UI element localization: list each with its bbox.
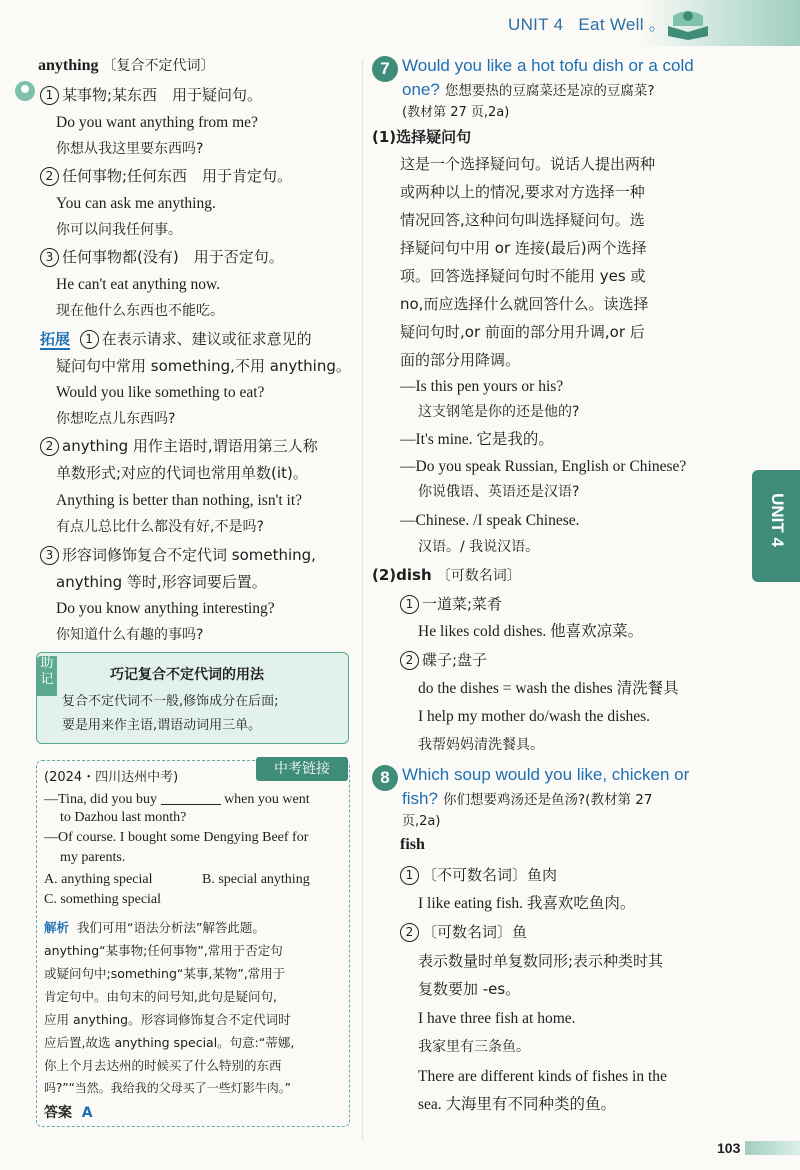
footer-band xyxy=(745,1141,800,1155)
option-b: B. special anything xyxy=(202,872,310,887)
mnemonic-tag: 助记 xyxy=(37,656,57,696)
item-8-question-line-2: fish? 你们想要鸡汤还是鱼汤?(教材第 27 xyxy=(402,789,653,808)
running-header xyxy=(508,10,666,35)
extension-3: 3 形容词修饰复合不定代词 something, xyxy=(40,545,316,565)
analysis-line-1: 解析 我们可用“语法分析法”解答此题。 xyxy=(44,920,265,935)
answer-blank xyxy=(161,790,221,805)
option-c: C. something special xyxy=(44,892,162,907)
exam-question-line-4: my parents. xyxy=(60,850,126,865)
fish-sense-2-line-2: 复数要加 -es。 xyxy=(418,980,521,998)
exam-question-line-1: —Tina, did you buy when you went xyxy=(44,792,310,807)
fish-example-2-line-2: sea. 大海里有不同种类的鱼。 xyxy=(418,1096,617,1113)
exam-question-line-2: to Dazhou last month? xyxy=(60,810,187,825)
dialogue-4-translation: 汉语。/ 我说汉语。 xyxy=(418,539,540,555)
fish-sense-2-line-1: 表示数量时单复数同形;表示种类时其 xyxy=(418,952,664,970)
analysis-line-6: 应后置,故选 anything special。句意:“蒂娜, xyxy=(44,1035,295,1050)
dialogue-3: —Do you speak Russian, English or Chinese? xyxy=(400,458,687,475)
mnemonic-line-2: 要是用来作主语,谓语动词用三单。 xyxy=(62,718,262,733)
book-logo-icon xyxy=(665,6,711,40)
term-heading xyxy=(38,55,214,75)
sense-2-example: You can ask me anything. xyxy=(56,195,216,212)
dish-sense-2-phrase: do the dishes = wash the dishes 清洗餐具 xyxy=(418,680,679,697)
part-1-line-4: 择疑问句中用 or 连接(最后)两个选择 xyxy=(400,239,647,257)
mnemonic-title: 巧记复合不定代词的用法 xyxy=(110,667,264,683)
part-1-line-3: 情况回答,这种问句叫选择疑问句。选 xyxy=(400,211,645,229)
answer: 答案 A xyxy=(44,1105,93,1121)
sense-2: 2 任何事物;任何东西 用于肯定句。 xyxy=(40,166,292,186)
extension-1: 拓展 1 在表示请求、建议或征求意见的 xyxy=(40,330,312,348)
sense-3: 3 任何事物都(没有) 用于否定句。 xyxy=(40,247,284,267)
unit-side-tab xyxy=(752,470,800,582)
item-7-question: Would you like a hot tofu dish or a cold xyxy=(402,56,694,75)
item-8-badge: 8 xyxy=(372,765,398,791)
dish-sense-2-translation: 我帮妈妈清洗餐具。 xyxy=(418,737,544,753)
extension-1-translation: 你想吃点儿东西吗? xyxy=(56,411,176,427)
analysis-line-8: 吗?”“当然。我给我的父母买了一些灯影牛肉。” xyxy=(44,1081,292,1095)
sense-3-example: He can't eat anything now. xyxy=(56,276,221,293)
dish-sense-1: 1 一道菜;菜肴 xyxy=(400,594,502,614)
analysis-line-7: 你上个月去达州的时候买了什么特别的东西 xyxy=(44,1058,282,1073)
dish-sense-2-example: I help my mother do/wash the dishes. xyxy=(418,708,651,725)
column-divider xyxy=(362,60,363,1140)
sense-1-example: Do you want anything from me? xyxy=(56,114,258,131)
lightbulb-icon xyxy=(14,80,36,102)
side-tab-label: UNIT 4 xyxy=(768,493,787,547)
extension-label: 拓展 xyxy=(40,330,71,348)
exam-source: (2024・四川达州中考) xyxy=(44,770,179,785)
extension-3-line2: anything 等时,形容词要后置。 xyxy=(56,573,267,591)
dialogue-3-translation: 你说俄语、英语还是汉语? xyxy=(418,484,580,500)
extension-2-example: Anything is better than nothing, isn't it? xyxy=(56,492,303,509)
dialogue-1: —Is this pen yours or his? xyxy=(400,378,564,395)
item-8-reference: 页,2a) xyxy=(402,814,441,829)
answer-value: A xyxy=(81,1105,93,1121)
header-dot: 。 xyxy=(648,15,667,34)
dialogue-4: —Chinese. /I speak Chinese. xyxy=(400,512,580,529)
extension-1-line2: 疑问句中常用 something,不用 anything。 xyxy=(56,357,351,375)
sense-1-translation: 你想从我这里要东西吗? xyxy=(56,141,204,157)
extension-2-line2: 单数形式;对应的代词也常用单数(it)。 xyxy=(56,464,308,482)
option-a: A. anything special xyxy=(44,872,153,887)
part-1-line-5: 项。回答选择疑问句时不能用 yes 或 xyxy=(400,267,646,285)
fish-sense-2: 2 〔可数名词〕鱼 xyxy=(400,922,527,942)
term-pos: 〔复合不定代词〕 xyxy=(102,58,215,74)
fish-sense-1: 1 〔不可数名词〕鱼肉 xyxy=(400,865,557,885)
fish-example-2: There are different kinds of fishes in the xyxy=(418,1068,667,1085)
extension-1-example: Would you like something to eat? xyxy=(56,384,265,401)
fish-heading: fish xyxy=(400,836,425,853)
item-8-question: Which soup would you like, chicken or xyxy=(402,765,690,784)
part-1-heading: (1)选择疑问句 xyxy=(372,128,472,146)
part-2-heading: (2)dish 〔可数名词〕 xyxy=(372,566,521,584)
dialogue-2: —It's mine. 它是我的。 xyxy=(400,431,554,448)
mnemonic-line-1: 复合不定代词不一般,修饰成分在后面; xyxy=(62,694,279,709)
extension-3-translation: 你知道什么有趣的事吗? xyxy=(56,627,204,643)
item-7-badge: 7 xyxy=(372,56,398,82)
term-word: anything xyxy=(38,57,99,74)
sense-3-translation: 现在他什么东西也不能吃。 xyxy=(56,303,224,319)
part-1-line-1: 这是一个选择疑问句。说话人提出两种 xyxy=(400,155,656,173)
exam-link-tag: 中考链接 xyxy=(256,757,348,781)
part-1-line-2: 或两种以上的情况,要求对方选择一种 xyxy=(400,183,645,201)
unit-title: Eat Well xyxy=(578,15,644,34)
item-7-reference: (教材第 27 页,2a) xyxy=(402,105,510,120)
dialogue-1-translation: 这支钢笔是你的还是他的? xyxy=(418,404,580,420)
item-7-question-line-2: one? 您想要热的豆腐菜还是凉的豆腐菜? xyxy=(402,80,655,99)
page-number: 103 xyxy=(717,1140,741,1156)
dish-sense-2: 2 碟子;盘子 xyxy=(400,650,487,670)
extension-2-translation: 有点儿总比什么都没有好,不是吗? xyxy=(56,519,264,535)
part-1-line-6: no,而应选择什么就回答什么。读选择 xyxy=(400,295,649,313)
analysis-line-3: 或疑问句中;something“某事,某物”,常用于 xyxy=(44,966,286,981)
fish-sense-1-example: I like eating fish. 我喜欢吃鱼肉。 xyxy=(418,895,636,912)
part-1-line-8: 面的部分用降调。 xyxy=(400,351,521,369)
analysis-line-4: 肯定句中。由句末的问号知,此句是疑问句, xyxy=(44,989,277,1004)
sense-2-translation: 你可以问我任何事。 xyxy=(56,222,182,238)
analysis-line-5: 应用 anything。形容词修饰复合不定代词时 xyxy=(44,1012,291,1027)
part-1-line-7: 疑问句时,or 前面的部分用升调,or 后 xyxy=(400,323,645,341)
exam-question-line-3: —Of course. I bought some Dengying Beef for xyxy=(44,830,309,845)
fish-example-1-translation: 我家里有三条鱼。 xyxy=(418,1039,530,1055)
sense-1: 1 某事物;某东西 用于疑问句。 xyxy=(40,85,262,105)
extension-3-example: Do you know anything interesting? xyxy=(56,600,275,617)
analysis-line-2: anything“某事物;任何事物”,常用于否定句 xyxy=(44,943,283,958)
dish-sense-1-example: He likes cold dishes. 他喜欢凉菜。 xyxy=(418,623,644,640)
extension-2: 2 anything 用作主语时,谓语用第三人称 xyxy=(40,436,318,456)
fish-example-1: I have three fish at home. xyxy=(418,1010,576,1027)
unit-label: UNIT 4 xyxy=(508,15,564,34)
